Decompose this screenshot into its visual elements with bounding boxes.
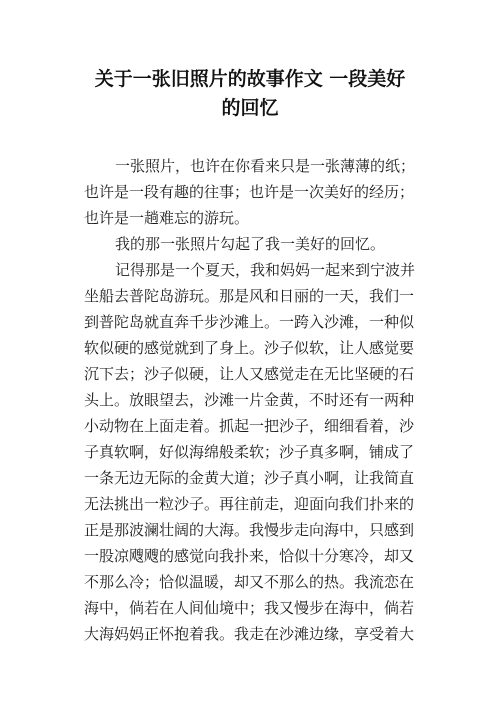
paragraph-line: 到普陀岛就直奔千步沙滩上。一跨入沙滩，一种似 [84, 313, 415, 331]
paragraph-line: 海中，倘若在人间仙境中；我又慢步在海中，倘若 [84, 599, 415, 617]
paragraph-line: 头上。放眼望去，沙滩一片金黄，不时还有一两种 [84, 391, 415, 409]
paragraph-line: 一张照片，也许在你看来只是一张薄薄的纸； [115, 157, 416, 175]
paragraph-line: 小动物在上面走着。抓起一把沙子，细细看着，沙 [84, 417, 415, 435]
paragraph-line: 正是那波澜壮阔的大海。我慢步走向海中，只感到 [84, 521, 415, 539]
paragraph-line: 一股凉飕飕的感觉向我扑来，恰似十分寒冷，却又 [84, 547, 415, 565]
paragraph-line: 也许是一趟难忘的游玩。 [84, 209, 250, 227]
paragraph-line: 子真软啊，好似海绵般柔软；沙子真多啊，铺成了 [84, 443, 415, 461]
paragraph-line: 我的那一张照片勾起了我一美好的回忆。 [115, 235, 386, 253]
document-title-line-2: 的回忆 [221, 97, 279, 119]
paragraph-line: 一条无边无际的金黄大道；沙子真小啊，让我简直 [84, 469, 415, 487]
paragraph-line: 坐船去普陀岛游玩。那是风和日丽的一天，我们一 [84, 287, 415, 305]
paragraph-line: 软似硬的感觉就到了身上。沙子似软，让人感觉要 [84, 339, 415, 357]
paragraph-line: 大海妈妈正怀抱着我。我走在沙滩边缘，享受着大 [84, 625, 415, 643]
document-title-line-1: 关于一张旧照片的故事作文 一段美好 [94, 68, 406, 90]
paragraph-line: 无法挑出一粒沙子。再往前走，迎面向我们扑来的 [84, 495, 415, 513]
paragraph-line: 不那么冷；恰似温暖，却又不那么的热。我流恋在 [84, 573, 415, 591]
paragraph-line: 记得那是一个夏天，我和妈妈一起来到宁波并 [115, 261, 416, 279]
paragraph-line: 也许是一段有趣的往事；也许是一次美好的经历； [84, 183, 415, 201]
paragraph-line: 沉下去；沙子似硬，让人又感觉走在无比坚硬的石 [84, 365, 415, 383]
